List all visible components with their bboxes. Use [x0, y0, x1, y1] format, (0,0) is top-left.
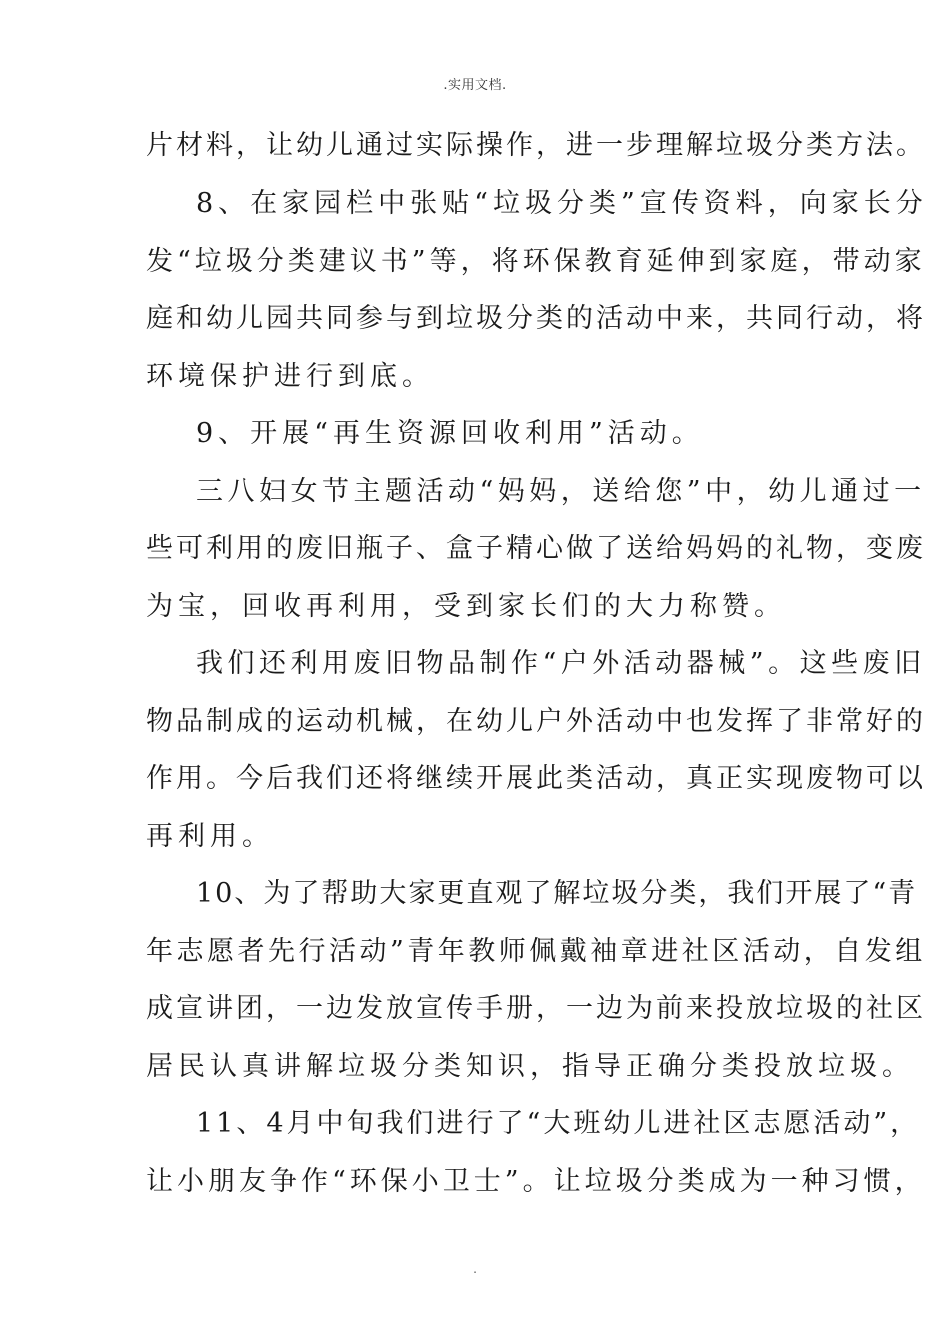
text-line: 作用。今后我们还将继续开展此类活动，真正实现废物可以 [146, 763, 926, 794]
text-line: 物品制成的运动机械，在幼儿户外活动中也发挥了非常好的 [146, 706, 926, 737]
text-line: 环境保护进行到底。 [146, 361, 434, 392]
paragraph-start: 8、在家园栏中张贴“垃圾分类”宣传资料，向家长分 [196, 188, 928, 219]
paragraph-start: 9、开展“再生资源回收利用”活动。 [196, 418, 704, 449]
text-line: 成宣讲团，一边发放宣传手册，一边为前来投放垃圾的社区 [146, 993, 926, 1024]
text-line: 再利用。 [146, 821, 274, 852]
paragraph-start: 我们还利用废旧物品制作“户外活动器械”。这些废旧 [196, 648, 926, 679]
text-line: 为宝，回收再利用，受到家长们的大力称赞。 [146, 591, 786, 622]
text-line: 庭和幼儿园共同参与到垃圾分类的活动中来，共同行动，将 [146, 303, 926, 334]
paragraph-start: 11、4月中旬我们进行了“大班幼儿进社区志愿活动”， [196, 1108, 921, 1139]
paragraph-start: 10、为了帮助大家更直观了解垃圾分类，我们开展了“青 [196, 878, 918, 909]
text-line: 居民认真讲解垃圾分类知识，指导正确分类投放垃圾。 [146, 1051, 914, 1082]
text-line: 片材料，让幼儿通过实际操作，进一步理解垃圾分类方法。 [146, 130, 926, 161]
text-line: 些可利用的废旧瓶子、盒子精心做了送给妈妈的礼物，变废 [146, 533, 926, 564]
page-header: .实用文档. [443, 78, 507, 93]
page-footer: . [473, 1262, 477, 1276]
text-line: 让小朋友争作“环保小卫士”。让垃圾分类成为一种习惯， [146, 1166, 926, 1197]
text-line: 年志愿者先行活动”青年教师佩戴袖章进社区活动，自发组 [146, 936, 926, 967]
text-line: 发“垃圾分类建议书”等，将环保教育延伸到家庭，带动家 [146, 246, 926, 277]
paragraph-start: 三八妇女节主题活动“妈妈，送给您”中，幼儿通过一 [196, 476, 926, 507]
